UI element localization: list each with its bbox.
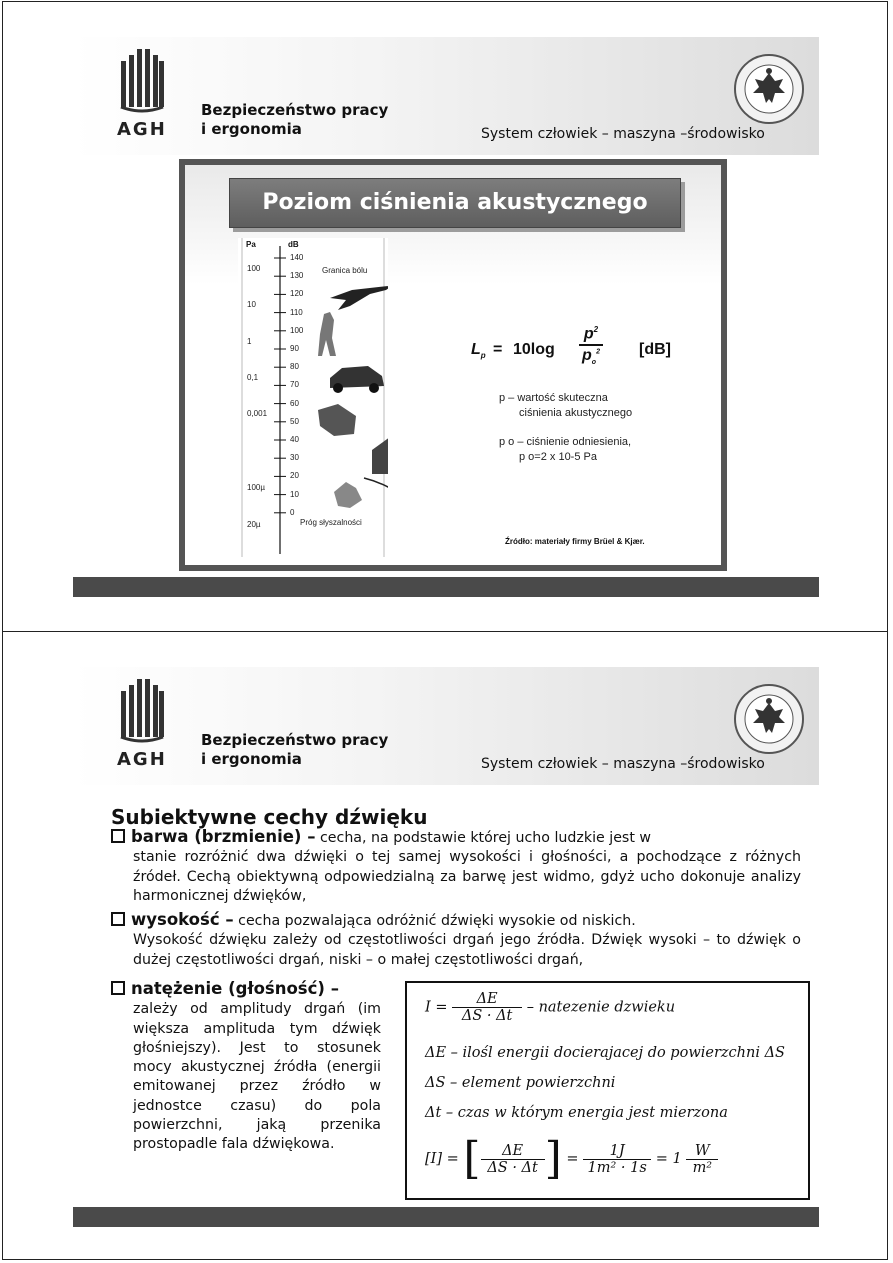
scale-graphic (238, 238, 388, 557)
db-tick-label: 100 (290, 325, 304, 335)
spl-formula (471, 325, 691, 385)
bullet-body-first: cecha pozwalająca odróżnić dźwięki wysokie od niskich. (238, 913, 636, 929)
worker-icon (318, 312, 336, 356)
agh-logo (117, 677, 169, 773)
course-title (201, 731, 388, 769)
bullet-body-first: cecha, na podstawie której ucho ludzkie jest w (319, 830, 651, 846)
db-tick-label: 140 (290, 253, 304, 262)
db-tick-label: 0 (290, 507, 295, 517)
formula-unit: [dB] (639, 341, 671, 358)
subject-line: System człowiek – maszyna –środowisko (481, 756, 765, 772)
checkbox-bullet-icon (111, 829, 125, 843)
pa-tick-label: 100µ (247, 483, 265, 492)
pa-tick-label: 10 (247, 300, 256, 309)
pa-tick-label: 1 (247, 337, 252, 346)
bullet-natezenie (111, 979, 381, 1155)
desc-p: p – wartość skuteczna ciśnienia akustycznego (499, 392, 633, 419)
formula-equals: = (493, 341, 503, 358)
formula-log: 10log (513, 341, 555, 358)
pa-tick-label: 0,1 (247, 373, 259, 382)
db-tick-label: 10 (290, 489, 299, 499)
bullet-head: barwa (brzmienie) – (131, 827, 316, 846)
slide-header (73, 37, 819, 155)
formula-fraction: $p^2$ $p_o^2$ (579, 325, 603, 367)
agh-logo-text: AGH (117, 119, 167, 140)
bullet-barwa (111, 827, 801, 906)
vacuum-cleaner-icon (318, 404, 356, 436)
db-tick-label: 50 (290, 416, 299, 426)
airplane-icon (330, 282, 388, 310)
figure-panel (185, 165, 721, 565)
slide-header (73, 667, 819, 785)
bullet-body-rest: Wysokość dźwięku zależy od częstotliwości drgań jego źródła. Dźwięk wysoki – to dźwięk o dużej częstotliwości drgań, niski – o małej częstotliwości drgań, (133, 932, 801, 968)
formula-line-4: Δt – czas w którym energia jest mierzona (425, 1105, 728, 1121)
faculty-seal-icon (733, 53, 805, 125)
course-title-line2: i ergonomia (201, 120, 302, 138)
db-tick-label: 90 (290, 344, 299, 353)
agh-logo-icon (119, 47, 165, 113)
page-divider (2, 631, 888, 632)
formula-lhs: $L_p$ (471, 341, 486, 361)
pain-threshold-label: Granica bólu (322, 266, 368, 275)
figure-banner (229, 178, 681, 228)
slide-title: Subiektywne cechy dźwięku (111, 805, 428, 829)
db-tick-label: 120 (290, 289, 304, 299)
db-tick-label: 60 (290, 398, 299, 408)
formula-line-1: I = $\frac{\Delta E}{\Delta S \cdot \Delta t}$ – natezenie dzwieku (425, 991, 676, 1024)
course-title-line2: i ergonomia (201, 750, 302, 768)
slide-footer-bar (73, 577, 819, 597)
db-tick-label: 40 (290, 435, 299, 444)
pa-tick-label: 100 (247, 264, 261, 273)
agh-logo-text: AGH (117, 749, 167, 770)
db-tick-label: 110 (290, 307, 303, 317)
course-title-line1: Bezpieczeństwo pracy (201, 731, 389, 749)
db-tick-label: 80 (290, 362, 299, 372)
bullet-body-rest: stanie rozróżnić dwa dźwięki o tej samej wysokości i głośności, a pochodzące z różnych źródeł. Cechą obiektywną odpowiedzialną za barwę jest widmo, gdyż ucho dokonuje analizy harmonicznej dźwięków, (133, 849, 801, 904)
bullet-wysokosc (111, 910, 801, 970)
figure-source: Źródło: materiały firmy Brüel & Kjær. (505, 537, 645, 546)
db-tick-label: 70 (290, 380, 299, 390)
bullet-body: zależy od amplitudy drgań (im większa amplituda tym dźwięk głośniejszy). Jest to stosunek mocy akustycznej źródła (energii emitowanej przez źródło w jednostce czasu) do pola powierzchni, jaką przenika prostopadle fala dźwiękowa. (133, 1001, 381, 1153)
agh-logo-icon (119, 677, 165, 743)
birds-icon (334, 482, 362, 508)
sound-level-scale (238, 238, 388, 557)
agh-logo (117, 47, 169, 143)
course-title (201, 101, 388, 139)
subject-line: System człowiek – maszyna –środowisko (481, 126, 765, 142)
pa-axis-label: Pa (246, 240, 256, 249)
formula-line-5: [I] = [ $\frac{\Delta E}{\Delta S \cdot \Delta t}$ ] = $\frac{1J}{\text{1m² · 1s}}$ = 1 $\frac{W}{\text{m²}}$ (425, 1137, 718, 1181)
formula-line-3: ΔS – element powierzchni (425, 1075, 616, 1091)
sound-pressure-figure (179, 159, 727, 571)
db-axis-label: dB (288, 240, 299, 249)
slide-2 (73, 667, 819, 1227)
formula-line-2: ΔE – ilośl energii docierajacej do powierzchni ΔS (425, 1045, 785, 1061)
slide-1 (73, 37, 819, 597)
course-title-line1: Bezpieczeństwo pracy (201, 101, 389, 119)
checkbox-bullet-icon (111, 981, 125, 995)
db-tick-label: 30 (290, 453, 299, 463)
db-tick-label: 130 (290, 271, 304, 281)
figure-banner-title: Poziom ciśnienia akustycznego (262, 190, 648, 215)
checkbox-bullet-icon (111, 912, 125, 926)
slide-footer-bar (73, 1207, 819, 1227)
desc-po: p o – ciśnienie odniesienia, p o=2 x 10-5 Pa (499, 436, 632, 463)
hearing-threshold-label: Próg słyszalności (300, 518, 362, 527)
pa-tick-label: 20µ (247, 520, 261, 529)
intensity-formula-box (405, 981, 810, 1200)
db-tick-label: 20 (290, 471, 299, 481)
bullet-head: natężenie (głośność) – (131, 979, 339, 998)
faculty-seal-icon (733, 683, 805, 755)
house-icon (372, 434, 388, 474)
pa-tick-label: 0,001 (247, 409, 268, 418)
bullet-head: wysokość – (131, 910, 234, 929)
